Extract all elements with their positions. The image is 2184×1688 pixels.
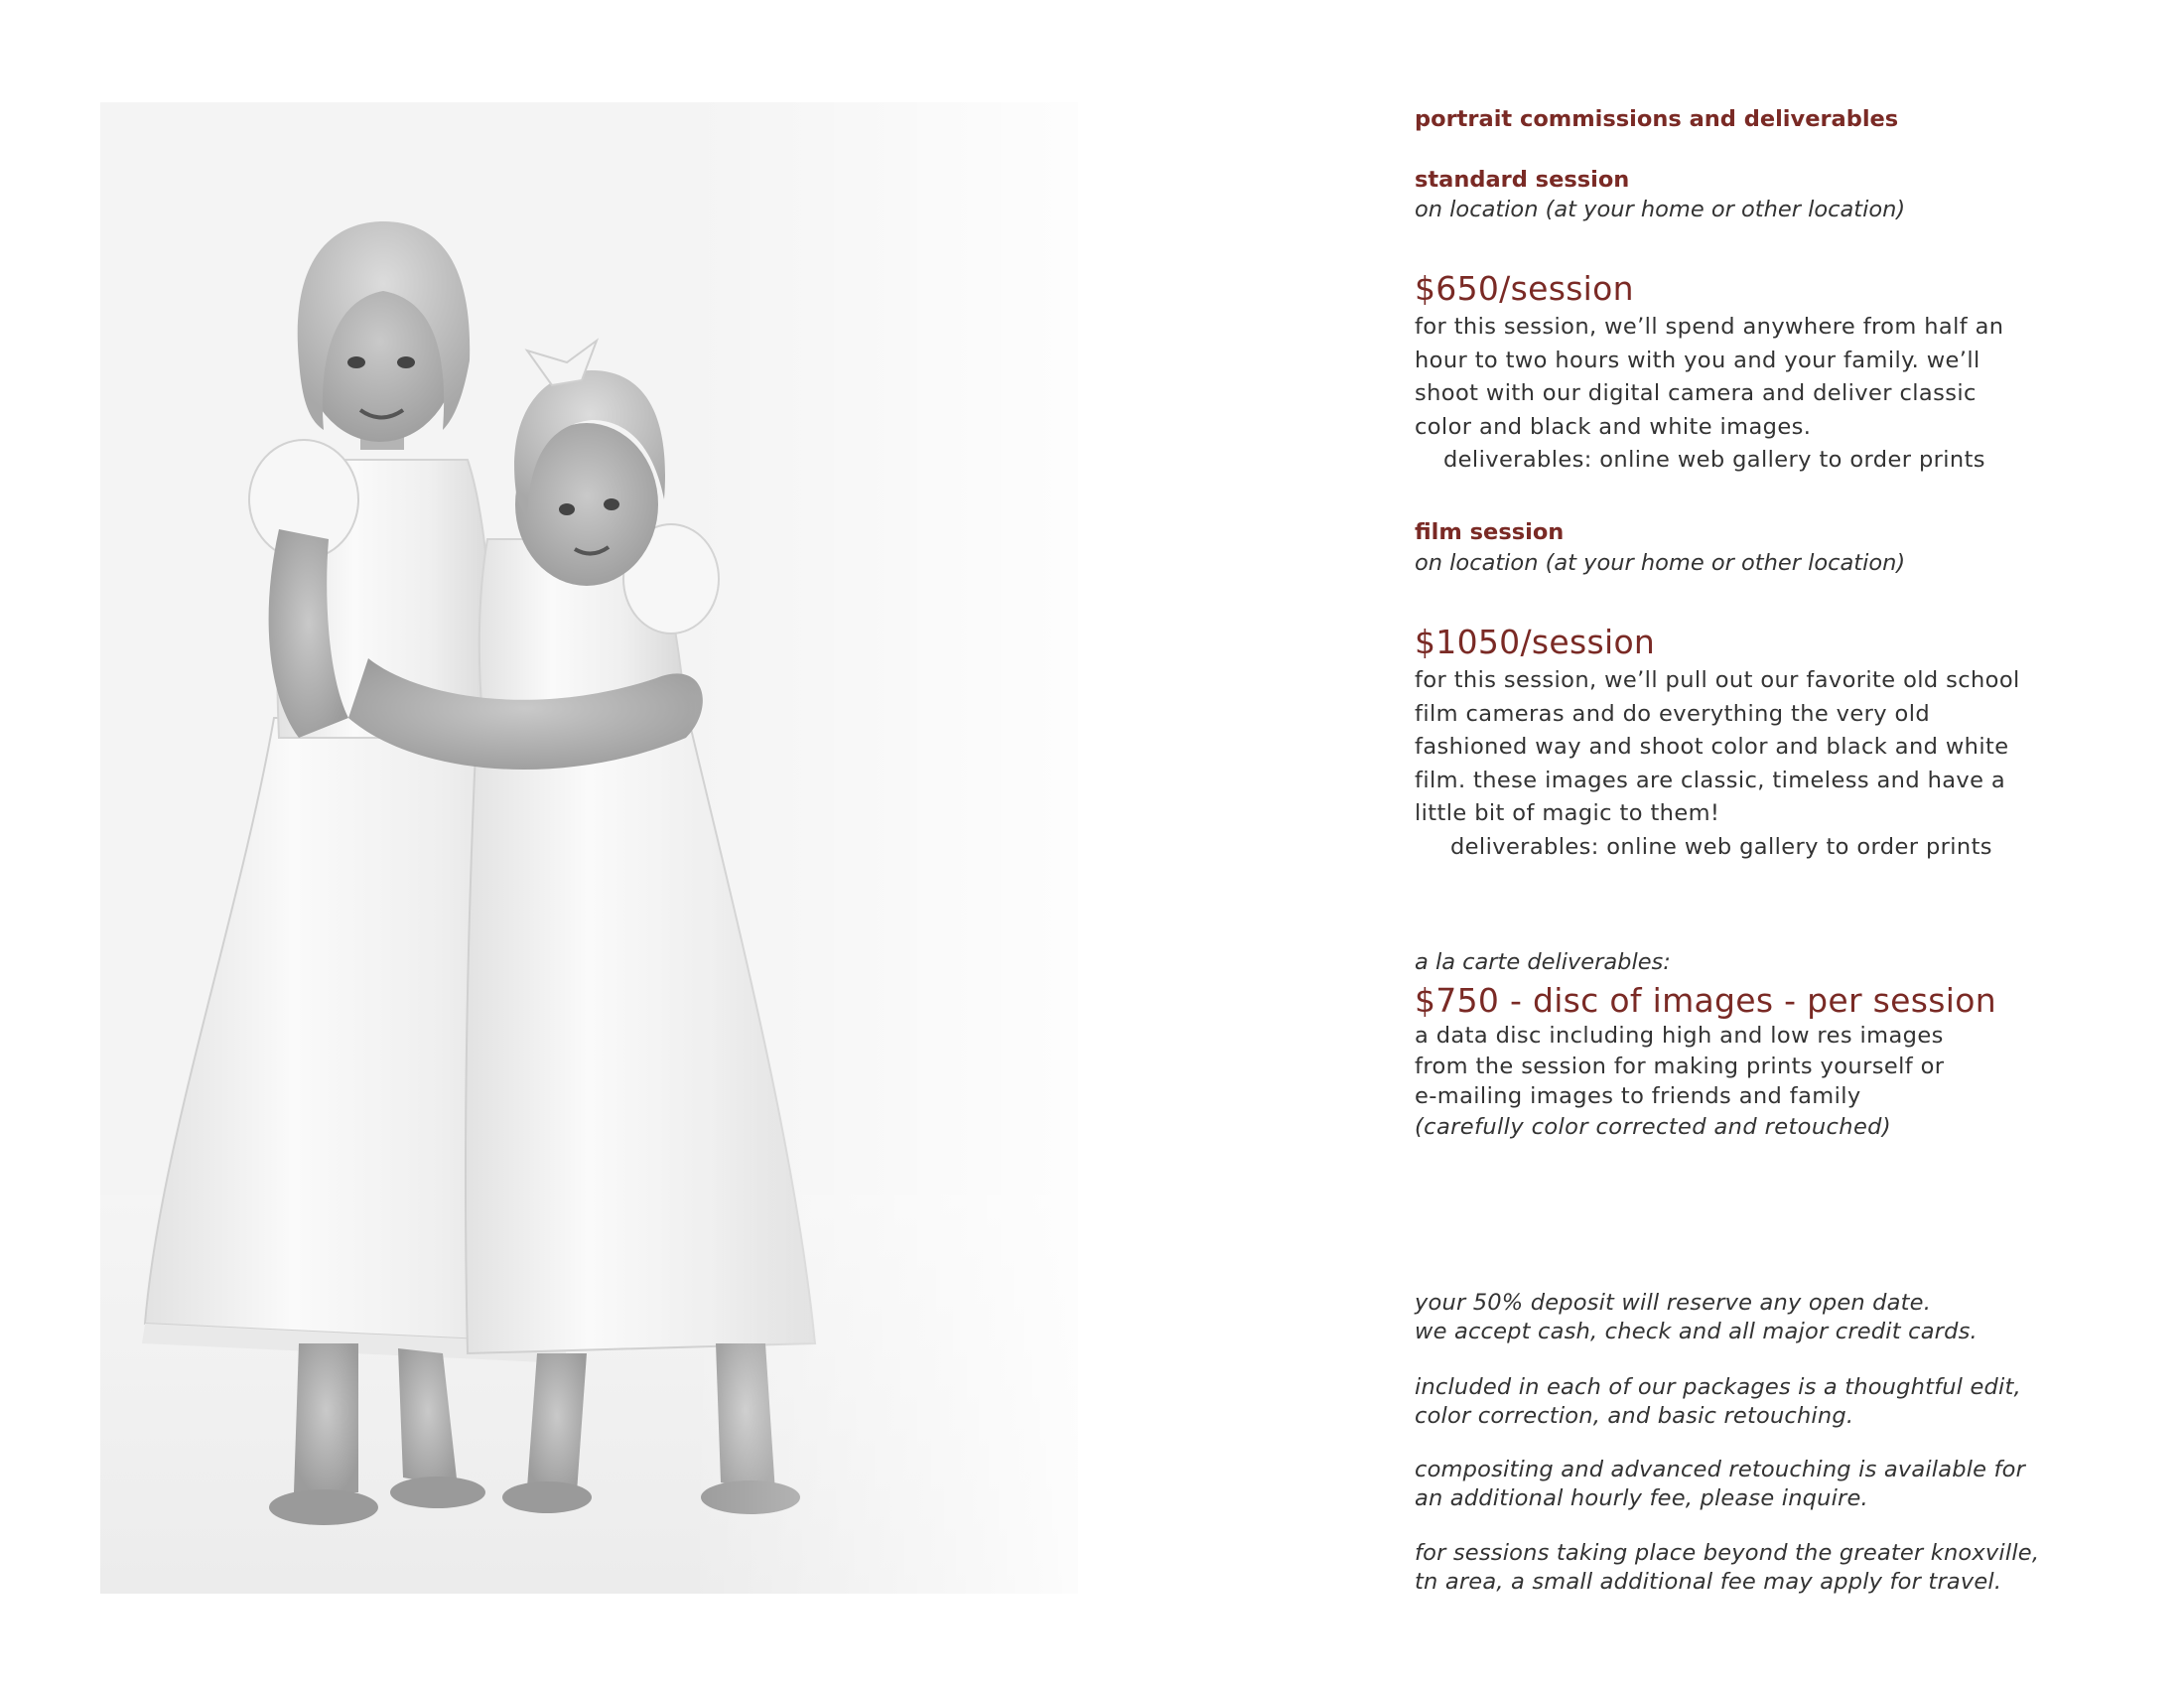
- alacarte-note: (carefully color corrected and retouched): [1415, 1113, 1892, 1140]
- film-session-description: [1415, 664, 2020, 864]
- alacarte-label: a la carte deliverables:: [1415, 949, 1671, 975]
- footnote-line: we accept cash, check and all major credit cards.: [1415, 1319, 1978, 1344]
- description-line: hour to two hours with you and your family. we’ll: [1415, 347, 1980, 373]
- alacarte-price: $750 - disc of images - per session: [1415, 981, 1996, 1020]
- footnote-line: for sessions taking place beyond the greater knoxville,: [1415, 1540, 2040, 1566]
- footnote-line: compositing and advanced retouching is available for: [1415, 1457, 2026, 1482]
- description-line: color and black and white images.: [1415, 413, 1812, 440]
- standard-session-price: $650/session: [1415, 269, 1634, 308]
- film-session-title: film session: [1415, 519, 1565, 545]
- girls-portrait-illustration: [100, 102, 1078, 1594]
- standard-session-title: standard session: [1415, 167, 1630, 193]
- page-title: portrait commissions and deliverables: [1415, 106, 1899, 132]
- footnote-line: an additional hourly fee, please inquire.: [1415, 1485, 1868, 1511]
- retouching-note: [1415, 1456, 2025, 1513]
- description-line: for this session, we’ll pull out our favorite old school: [1415, 667, 2020, 693]
- film-session-price: $1050/session: [1415, 623, 1656, 661]
- deposit-note: [1415, 1289, 1978, 1346]
- description-line: from the session for making prints yourself or: [1415, 1053, 1945, 1079]
- footnote-line: included in each of our packages is a thoughtful edit,: [1415, 1374, 2021, 1400]
- film-session-location: on location (at your home or other location): [1415, 550, 1906, 576]
- portrait-photo: [100, 102, 1078, 1594]
- footnote-line: color correction, and basic retouching.: [1415, 1403, 1854, 1429]
- footnote-line: tn area, a small additional fee may apply for travel.: [1415, 1569, 2002, 1595]
- standard-session-description: [1415, 311, 2003, 478]
- standard-session-deliverables: deliverables: online web gallery to order prints: [1443, 447, 1985, 473]
- description-line: for this session, we’ll spend anywhere from half an: [1415, 314, 2004, 340]
- packages-note: [1415, 1373, 2021, 1431]
- description-line: shoot with our digital camera and deliver classic: [1415, 380, 1977, 406]
- travel-note: [1415, 1539, 2039, 1597]
- alacarte-description: [1415, 1021, 1944, 1142]
- description-line: e-mailing images to friends and family: [1415, 1083, 1861, 1109]
- description-line: film cameras and do everything the very old: [1415, 700, 1931, 727]
- footnote-line: your 50% deposit will reserve any open date.: [1415, 1290, 1932, 1316]
- film-session-deliverables: deliverables: online web gallery to order prints: [1450, 833, 1992, 860]
- standard-session-location: on location (at your home or other location): [1415, 197, 1906, 222]
- description-line: film. these images are classic, timeless and have a: [1415, 767, 2006, 793]
- description-line: fashioned way and shoot color and black and white: [1415, 734, 2009, 760]
- description-line: little bit of magic to them!: [1415, 800, 1720, 826]
- description-line: a data disc including high and low res images: [1415, 1023, 1944, 1049]
